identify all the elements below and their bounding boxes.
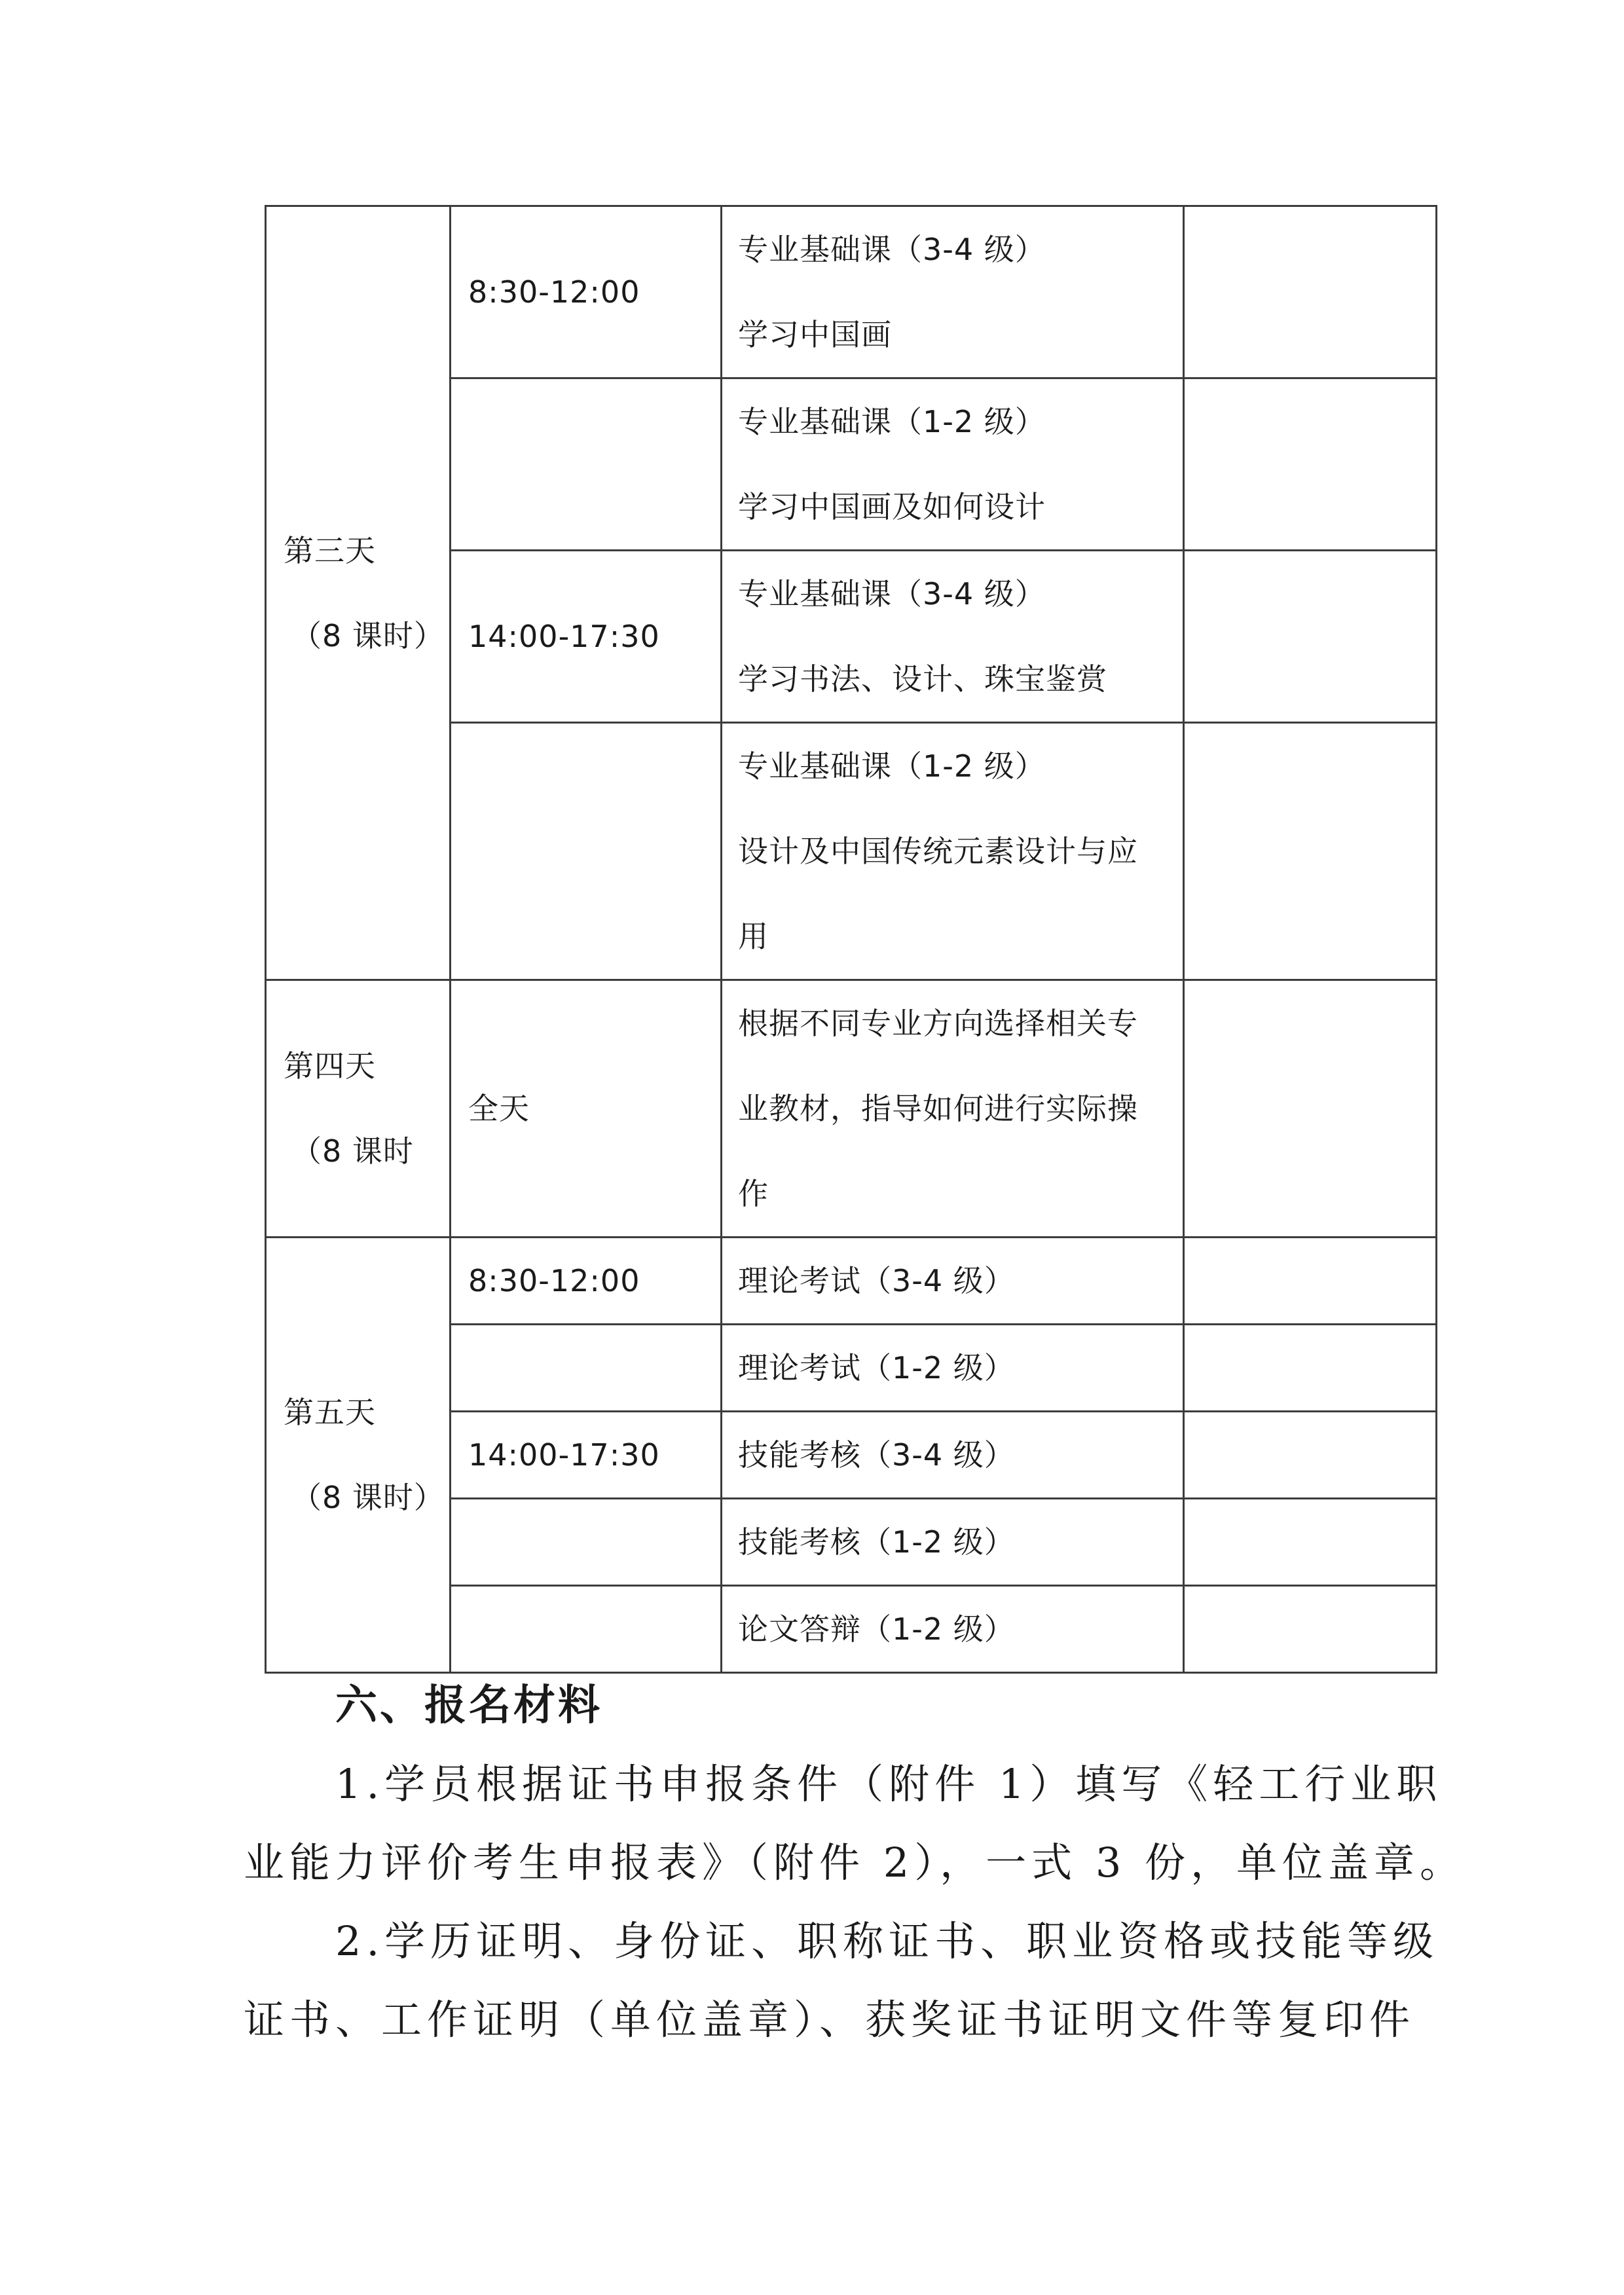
content-line: 专业基础课（1-2 级）	[738, 404, 1046, 439]
time-cell	[451, 723, 722, 980]
content-line: 作	[738, 1176, 769, 1211]
day-hours: （8 课时）	[291, 617, 445, 653]
day-cell-day3	[266, 206, 451, 980]
paragraph-line: 业能力评价考生申报表》（附件 2），一式 3 份，单位盖章。	[244, 1839, 1466, 1886]
content-cell: 技能考核（1-2 级）	[722, 1499, 1184, 1586]
remark-cell	[1184, 1412, 1437, 1499]
day-label: 第五天	[284, 1395, 376, 1430]
remark-cell	[1184, 1238, 1437, 1325]
time-cell	[451, 1586, 722, 1673]
content-line: 用	[738, 919, 769, 954]
remark-cell	[1184, 980, 1437, 1238]
content-line: 专业基础课（3-4 级）	[738, 232, 1046, 267]
table-row	[266, 206, 1437, 378]
day-label: 第四天	[284, 1048, 376, 1084]
section-heading: 六、报名材料	[335, 1681, 602, 1730]
content-cell: 论文答辩（1-2 级）	[722, 1586, 1184, 1673]
content-cell	[722, 551, 1184, 723]
paragraph-line: 证书、工作证明（单位盖章）、获奖证书证明文件等复印件	[244, 1996, 1416, 2044]
remark-cell	[1184, 551, 1437, 723]
day-label: 第三天	[284, 532, 376, 568]
time-cell: 14:00-17:30	[451, 551, 722, 723]
content-line: 专业基础课（1-2 级）	[738, 748, 1046, 784]
content-line: 业教材，指导如何进行实际操	[738, 1091, 1138, 1126]
paragraph-line: 2.学历证明、身份证、职称证书、职业资格或技能等级	[335, 1917, 1439, 1965]
time-cell: 8:30-12:00	[451, 206, 722, 378]
table-row	[266, 1238, 1437, 1325]
content-line: 根据不同专业方向选择相关专	[738, 1006, 1138, 1041]
time-cell: 8:30-12:00	[451, 1238, 722, 1325]
content-cell: 理论考试（3-4 级）	[722, 1238, 1184, 1325]
day-hours: （8 课时）	[291, 1480, 445, 1515]
remark-cell	[1184, 1586, 1437, 1673]
paragraph-line: 1.学员根据证书申报条件（附件 1）填写《轻工行业职	[335, 1760, 1443, 1808]
remark-cell	[1184, 1325, 1437, 1412]
content-cell	[722, 723, 1184, 980]
content-line: 学习中国画及如何设计	[738, 489, 1046, 524]
time-cell	[451, 1325, 722, 1412]
schedule-table	[265, 205, 1437, 1674]
day-cell-day4	[266, 980, 451, 1238]
remark-cell	[1184, 1499, 1437, 1586]
day-hours: （8 课时	[291, 1133, 414, 1169]
content-cell	[722, 206, 1184, 378]
remark-cell	[1184, 378, 1437, 551]
time-cell: 14:00-17:30	[451, 1412, 722, 1499]
table-row	[266, 980, 1437, 1238]
day-cell-day5	[266, 1238, 451, 1673]
content-cell	[722, 378, 1184, 551]
time-cell	[451, 378, 722, 551]
content-line: 专业基础课（3-4 级）	[738, 576, 1046, 612]
content-line: 设计及中国传统元素设计与应	[738, 834, 1138, 869]
content-cell: 理论考试（1-2 级）	[722, 1325, 1184, 1412]
content-cell	[722, 980, 1184, 1238]
content-line: 学习书法、设计、珠宝鉴赏	[738, 661, 1107, 697]
remark-cell	[1184, 723, 1437, 980]
content-line: 学习中国画	[738, 317, 892, 352]
time-cell	[451, 1499, 722, 1586]
content-cell: 技能考核（3-4 级）	[722, 1412, 1184, 1499]
time-cell: 全天	[451, 980, 722, 1238]
remark-cell	[1184, 206, 1437, 378]
